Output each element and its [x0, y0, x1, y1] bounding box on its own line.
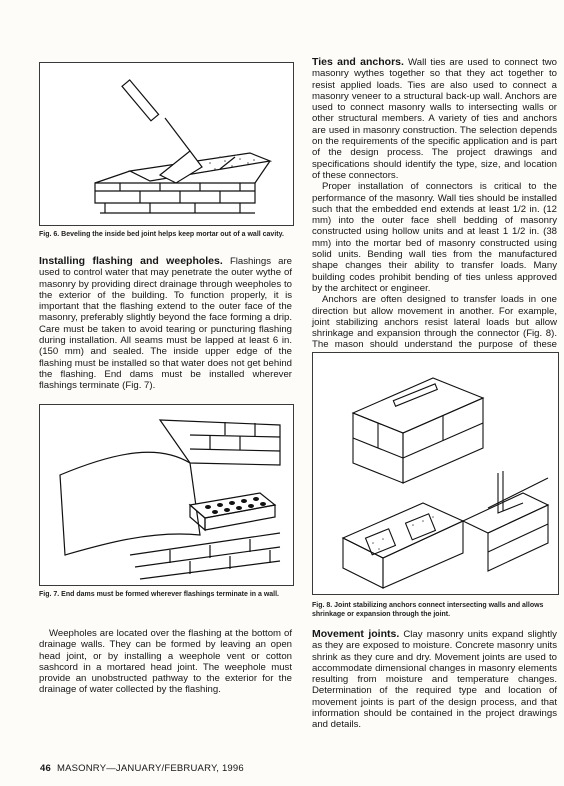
ties-heading: Ties and anchors.: [312, 56, 404, 68]
end-dam-drawing: [40, 405, 293, 585]
lower-wall-top: [343, 503, 463, 558]
movement-heading: Movement joints.: [312, 628, 400, 640]
page-footer: [40, 763, 244, 774]
figure-6-caption: Fig. 6. Beveling the inside bed joint helps keep mortar out of a wall cavity.: [39, 231, 284, 238]
weepholes-body: Weepholes are located over the flashing at the bottom of drainage walls. They can be formed by leaving an open head joint, or by installing a weephole vent or cotton sashcord in a mortared head joint. The weephole must provide an unobstructed pathway to the exterior for the drainage of water collected by the flashing.: [39, 628, 292, 696]
figure-7-illustration: [39, 404, 294, 586]
figure-8-illustration: [312, 352, 559, 595]
ties-body-1: Wall ties are used to connect two masonry wythes together so that they act together to resist applied loads. Ties are also used to connect a masonry veneer to a structural back-up wall. Anchors are used to connect masonry walls to intersecting walls or other structural members. A variety of ties and anchors are used in masonry construction. The selection depends on the requirements of the specific application and is part of the design process. The project drawings and specifications should identify the type, size, and location of these connectors.: [312, 57, 557, 181]
upper-wall-top: [353, 378, 483, 433]
page-number: 46: [40, 763, 51, 774]
figure-6-illustration: [39, 62, 294, 226]
weepholes-section: [39, 628, 292, 696]
figure-8-caption: Fig. 8. Joint stabilizing anchors connect intersecting walls and allows shrinkage or expansion through the joint.: [312, 602, 544, 618]
trowel-brick-drawing: [40, 63, 293, 225]
movement-body: Clay masonry units expand slightly as they are exposed to moisture. Concrete masonry units shrink as they cure and dry. Movement joints are used to accommodate dimensional changes in masonry elements resulting from moisture and temperature changes. Determination of the required type and location of movement joints is part of the design process, and that information should be contained in the project drawings and details.: [312, 629, 557, 731]
running-title: MASONRY—JANUARY/FEBRUARY, 1996: [56, 763, 244, 774]
figure-7-caption: Fig. 7. End dams must be formed wherever flashings terminate in a wall.: [39, 591, 280, 598]
trowel-handle: [122, 80, 159, 121]
ties-section: [312, 57, 557, 373]
brick-wall-face: [95, 183, 255, 203]
flashing-sheet: [60, 452, 200, 555]
flashing-section: [39, 256, 292, 392]
joint-anchor-drawing: [313, 353, 558, 594]
trowel-blade: [160, 151, 202, 183]
flashing-heading: Installing flashing and weepholes.: [39, 255, 223, 267]
ties-body-2: Proper installation of connectors is critical to the performance of the masonry. Wall ties should be installed such that the embedded end extends at least 1/2 in. (12 mm) into the outer face shell bedding of masonry constructed using hollow units and at least 1 1/2 in. (38 mm) into the mortar bed of masonry constructed using solid units. Bending wall ties from the manufactured shape changes their ability to transfer loads. Many building codes prohibit bending of ties unless approved by the architect or engineer.: [312, 181, 557, 294]
flashing-body: Flashings are used to control water that may penetrate the outer wythe of masonry by providing direct drainage through weepholes to the exterior of the building. To function properly, it is important that the flashing extend to the outer face of the masonry, preferably slightly beyond the face forming a drip. Care must be taken to avoid tearing or puncturing flashing during installation. All seams must be lapped at least 6 in. (150 mm) and sealed. The inside upper edge of the flashing must be installed so that water does not get behind the flashing. End dams must be installed wherever flashings terminate (Fig. 7).: [39, 256, 293, 392]
ties-body-3: Anchors are often designed to transfer loads in one direction but allow movement in another. For example, joint stabilizing anchors resist lateral loads but allow shrinkage and expansion through the connector (Fig. 8). The mason should understand the purpose of these: [312, 294, 557, 351]
movement-section: [312, 629, 557, 731]
